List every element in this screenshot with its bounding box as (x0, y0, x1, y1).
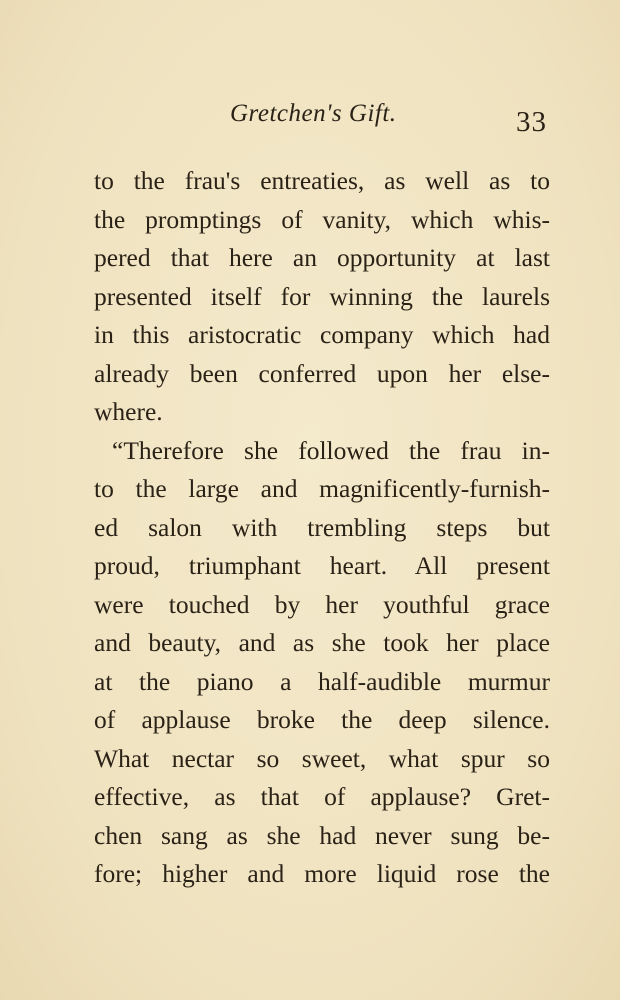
text-line: presented itself for winning the laurels (94, 281, 550, 311)
text-line: the promptings of vanity, which whis- (94, 204, 550, 234)
running-title: Gretchen's Gift. (230, 100, 397, 127)
text-line: What nectar so sweet, what spur so (94, 743, 550, 773)
text-line: to the large and magnificently-furnish- (94, 474, 550, 503)
text-line: of applause broke the deep silence. (94, 705, 550, 734)
page-header (0, 100, 620, 140)
text-line: were touched by her youthful grace (94, 589, 550, 619)
text-line: already been conferred upon her else- (94, 358, 550, 388)
text-line: chen sang as she had never sung be- (94, 820, 550, 850)
text-line: to the frau's entreaties, as well as to (94, 166, 550, 195)
text-line: proud, triumphant heart. All present (94, 551, 550, 580)
text-line: ed salon with trembling steps but (94, 512, 550, 542)
body-text (94, 162, 550, 894)
text-line: at the piano a half-audible murmur (94, 666, 550, 696)
text-line: where. (94, 397, 163, 426)
text-line: pered that here an opportunity at last (94, 243, 550, 272)
text-line: in this aristocratic company which had (94, 320, 550, 349)
text-line: and beauty, and as she took her place (94, 628, 550, 657)
page-number: 33 (516, 106, 547, 138)
text-line: “Therefore she followed the frau in- (112, 435, 550, 465)
text-line: effective, as that of applause? Gret- (94, 782, 550, 811)
text-line: fore; higher and more liquid rose the (94, 859, 550, 888)
